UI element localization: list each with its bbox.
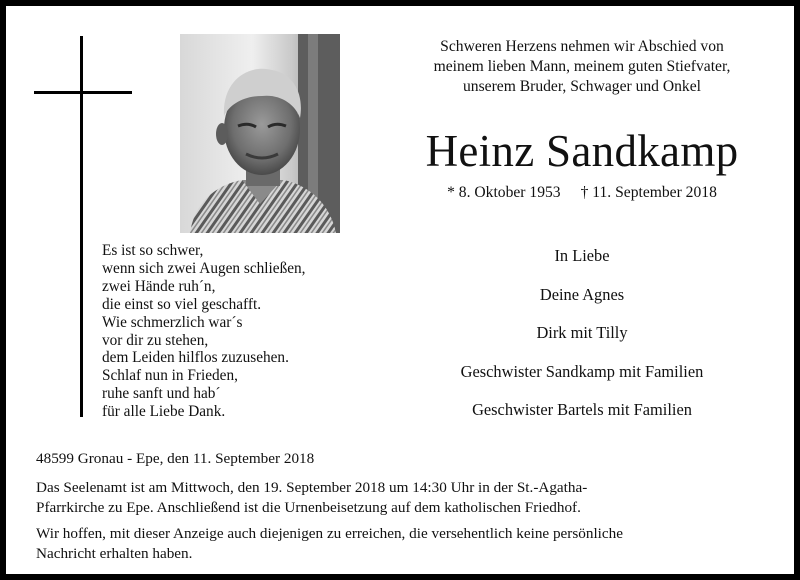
- poem-line: vor dir zu stehen,: [102, 331, 209, 349]
- poem-line: die einst so viel geschafft.: [102, 295, 262, 313]
- poem-line: für alle Liebe Dank.: [102, 403, 226, 421]
- footer: [36, 449, 781, 564]
- service-line: Pfarrkirche zu Epe. Anschließend ist die Urnenbeisetzung auf dem katholischen Friedhof.: [36, 499, 581, 516]
- poem: [102, 242, 305, 421]
- mourner-line: In Liebe: [554, 246, 610, 265]
- poem-line: Schlaf nun in Frieden,: [102, 367, 238, 385]
- birth-date: * 8. Oktober 1953: [447, 184, 561, 201]
- mourner-line: Geschwister Sandkamp mit Familien: [460, 361, 704, 381]
- mourner-line: Deine Agnes: [539, 284, 625, 304]
- poem-line: Wie schmerzlich war´s: [102, 313, 243, 331]
- intro-line: unserem Bruder, Schwager und Onkel: [463, 78, 701, 95]
- death-date: † 11. September 2018: [580, 184, 717, 201]
- service-info: [36, 478, 781, 518]
- place-date: 48599 Gronau - Epe, den 11. September 2018: [36, 450, 315, 467]
- poem-line: ruhe sanft und hab´: [102, 385, 221, 403]
- poem-line: zwei Hände ruh´n,: [102, 277, 216, 295]
- poem-line: Es ist so schwer,: [102, 242, 204, 259]
- poem-line: dem Leiden hilflos zuzusehen.: [102, 349, 289, 367]
- note: [36, 524, 781, 564]
- mourner-line: Geschwister Bartels mit Familien: [472, 400, 692, 419]
- life-dates: [378, 183, 786, 203]
- cross-icon-bar: [34, 91, 132, 94]
- intro-text: [378, 37, 786, 97]
- intro-line: Schweren Herzens nehmen wir Abschied von: [440, 38, 724, 55]
- service-line: Das Seelenamt ist am Mittwoch, den 19. September 2018 um 14:30 Uhr in der St.-Agatha-: [36, 479, 588, 496]
- intro-line: meinem lieben Mann, meinem guten Stiefvater,: [433, 58, 731, 75]
- deceased-name: Heinz Sandkamp: [425, 126, 739, 176]
- mourner-line: Dirk mit Tilly: [536, 323, 628, 342]
- note-line: Wir hoffen, mit dieser Anzeige auch diejenigen zu erreichen, die versehentlich keine persönliche: [36, 525, 623, 542]
- poem-line: wenn sich zwei Augen schließen,: [102, 259, 306, 277]
- mourners-list: [378, 243, 786, 436]
- portrait-photo: [180, 34, 340, 233]
- note-line: Nachricht erhalten haben.: [36, 545, 193, 562]
